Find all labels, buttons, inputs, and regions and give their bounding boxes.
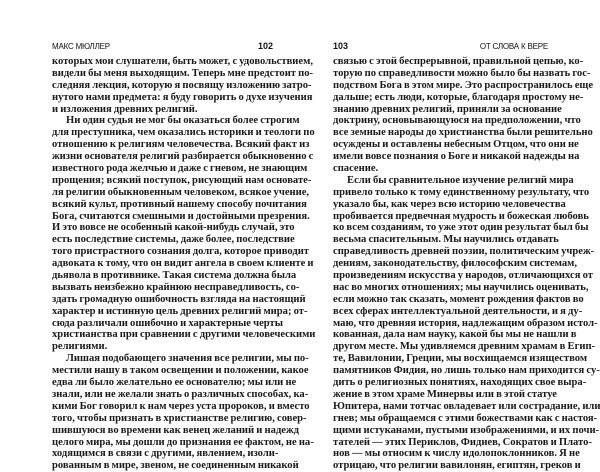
- text-line: кими Бог говорил к нам через уста пророков, и вместо: [52, 400, 310, 412]
- text-line: адвоката к тому, что он видит ангела в своем клиенте и: [52, 258, 314, 270]
- text-line: гнев; мы обращаемся с этими божествами как с настоя-: [333, 412, 598, 424]
- running-head-title: ОТ СЛОВА К ВЕРЕ: [479, 42, 548, 51]
- text-line: памятников Фидия, но лишь только нам приходится су-: [333, 365, 600, 377]
- text-line: знанию древних религий, приняли за основание: [333, 103, 562, 115]
- text-line: Бога, считаются смешными и достойными презрения.: [52, 210, 310, 222]
- text-line: Ни один судья не мог бы оказаться более строгим: [66, 115, 300, 127]
- text-line: тателей — этих Периклов, Фидиев, Сократов и Плато-: [333, 436, 592, 448]
- text-line: дальше; есть люди, которые, благодаря простому не-: [333, 91, 584, 103]
- text-line: религиями.: [52, 341, 108, 353]
- text-line: маю, что древняя история, надлежащим образом истол-: [333, 317, 598, 329]
- text-line: щими истуканами, пустыми изображениями, и их почи-: [333, 424, 600, 436]
- text-line: сюда различали ошибочно и характерные черты: [52, 317, 284, 329]
- text-line: справедливость древней поэзии, политическим учреж-: [333, 246, 595, 258]
- text-line: Юпитера, нами тотчас овладевает или сострадание, или: [333, 400, 600, 412]
- text-line: произведениям искусства у народов, отличающихся от: [333, 270, 593, 282]
- text-line: И это вовсе не особенный какой-нибудь случай, это: [52, 222, 295, 234]
- text-line: отношению к религиям человечества. Всякий факт из: [52, 139, 310, 151]
- right-page-body: [333, 56, 600, 472]
- text-line: известного рода желчью и даже с гневом, не знающим: [52, 163, 308, 175]
- text-line: есть последствие системы, даже более, последствие: [52, 234, 295, 246]
- text-line: нутого нами предмета: я буду говорить о духе изучения: [52, 91, 313, 103]
- text-line: те, Вавилонии, Греции, мы восхищаемся изяществом: [333, 353, 588, 365]
- text-line: местили нашу в таком освещении и положении, какое: [52, 365, 309, 377]
- text-line: привело только к тому единственному результату, что: [333, 186, 590, 198]
- text-line: и изложения древних религий.: [52, 103, 198, 115]
- text-line: другом месте. Мы удивляемся древним храмам в Егип-: [333, 341, 596, 353]
- text-line: жизни основателя религий разбирается обыкновенно с: [52, 151, 314, 163]
- text-line: ко всем созданиям, то уже этот один результат был бы: [333, 222, 589, 234]
- text-line: дить о религиозных понятиях, находящих свое выра-: [333, 377, 587, 389]
- text-line: подством Бога в этом мире. Это распространилось еще: [333, 79, 594, 91]
- running-head-author: МАКС МЮЛЛЕР: [52, 42, 110, 51]
- right-page: [300, 0, 600, 472]
- text-line: дениям, законодательству, философским системам,: [333, 258, 578, 270]
- text-line: Лишая подобающего значения все религии, мы по-: [66, 353, 309, 365]
- text-line: имели вовсе познания о Боге и никакой надежды на: [333, 151, 580, 163]
- page-number-left: 102: [258, 41, 274, 51]
- text-line: прощения; всякий поступок, рисующий нам основате-: [52, 174, 312, 186]
- text-line: того, чтобы признать в христианстве религию, совер-: [52, 412, 307, 424]
- text-line: нас во многих отношениях; мы научились оценивать,: [333, 281, 589, 293]
- text-line: связью с этой беспрерывной, правильной цепью, ко-: [333, 56, 584, 67]
- left-page-body: [52, 56, 316, 472]
- text-line: здать громадную ошибочность взгляда на настоящий: [52, 293, 306, 305]
- page-number-right: 103: [333, 41, 349, 51]
- text-line: отрицаю, что религии вавилонян, египтян, греков и: [333, 460, 581, 472]
- text-line: которых мои слушатели, быть может, с удовольствием,: [52, 56, 313, 67]
- text-line: шившуюся во времени как венец желаний и надежд: [52, 424, 300, 436]
- text-line: доктрину, основывающуюся на предположении, что: [333, 115, 581, 127]
- text-line: Если бы сравнительное изучение религий мира: [347, 174, 574, 186]
- text-line: знали, или не желали знать о различных способах, ка-: [52, 388, 309, 400]
- text-line: ля религии обыкновенным человеком, всякое учение,: [52, 186, 310, 198]
- text-line: осуждены и оставлены небесным Отцом, что они не: [333, 139, 579, 151]
- text-line: ходящимся в связи с другими, явлением, изоли-: [52, 448, 279, 460]
- text-line: христианства при сравнении с другими человеческими: [52, 329, 316, 341]
- text-line: следняя лекция, которую я посвящу изложению затро-: [52, 79, 312, 91]
- text-line: торую по справедливости можно было бы назвать гос-: [333, 67, 591, 79]
- text-line: жение в этом храме Минервы или в этой статуе: [333, 388, 557, 400]
- text-line: все земные народы до христианства были решительно: [333, 127, 593, 139]
- text-line: указало бы, как через всю историю человечества: [333, 198, 566, 210]
- text-line: нов — мы относим к числу идолопоклонников. Я не: [333, 448, 580, 460]
- text-line: едва ли было желательно ее основателю; мы или не: [52, 377, 297, 389]
- text-line: весьма спасительным. Мы научились отдавать: [333, 234, 559, 246]
- text-line: кованная, дала нам науку, какой бы мы не нашли в: [333, 329, 577, 341]
- text-line: для преступника, чем оказались историки и теологи по: [52, 127, 315, 139]
- text-line: вызвать неизбежно крайнюю несправедливость, со-: [52, 281, 300, 293]
- text-line: целого мира, мы дошли до признания ее фактом, не на-: [52, 436, 314, 448]
- text-line: пробивается предвечная мудрость и божеская любовь: [333, 210, 589, 222]
- text-line: рованным в мире, звеном, не соединенным никакой: [52, 460, 299, 472]
- text-line: того пристрастного сознания долга, которое приводит: [52, 246, 310, 258]
- text-line: всех сферах интеллектуальной деятельности, и я ду-: [333, 305, 583, 317]
- text-line: видели бы меня выходящим. Теперь мне предстоит по-: [52, 67, 314, 79]
- text-line: характер и истинную цель древних религий мира; от-: [52, 305, 308, 317]
- text-line: если можно так сказать, момент рождения фактов во: [333, 293, 584, 305]
- text-line: всякий культ, противный нашему способу почитания: [52, 198, 307, 210]
- text-line: дьявола в противнике. Такая система должна была: [52, 270, 297, 282]
- text-line: спасение.: [333, 163, 379, 175]
